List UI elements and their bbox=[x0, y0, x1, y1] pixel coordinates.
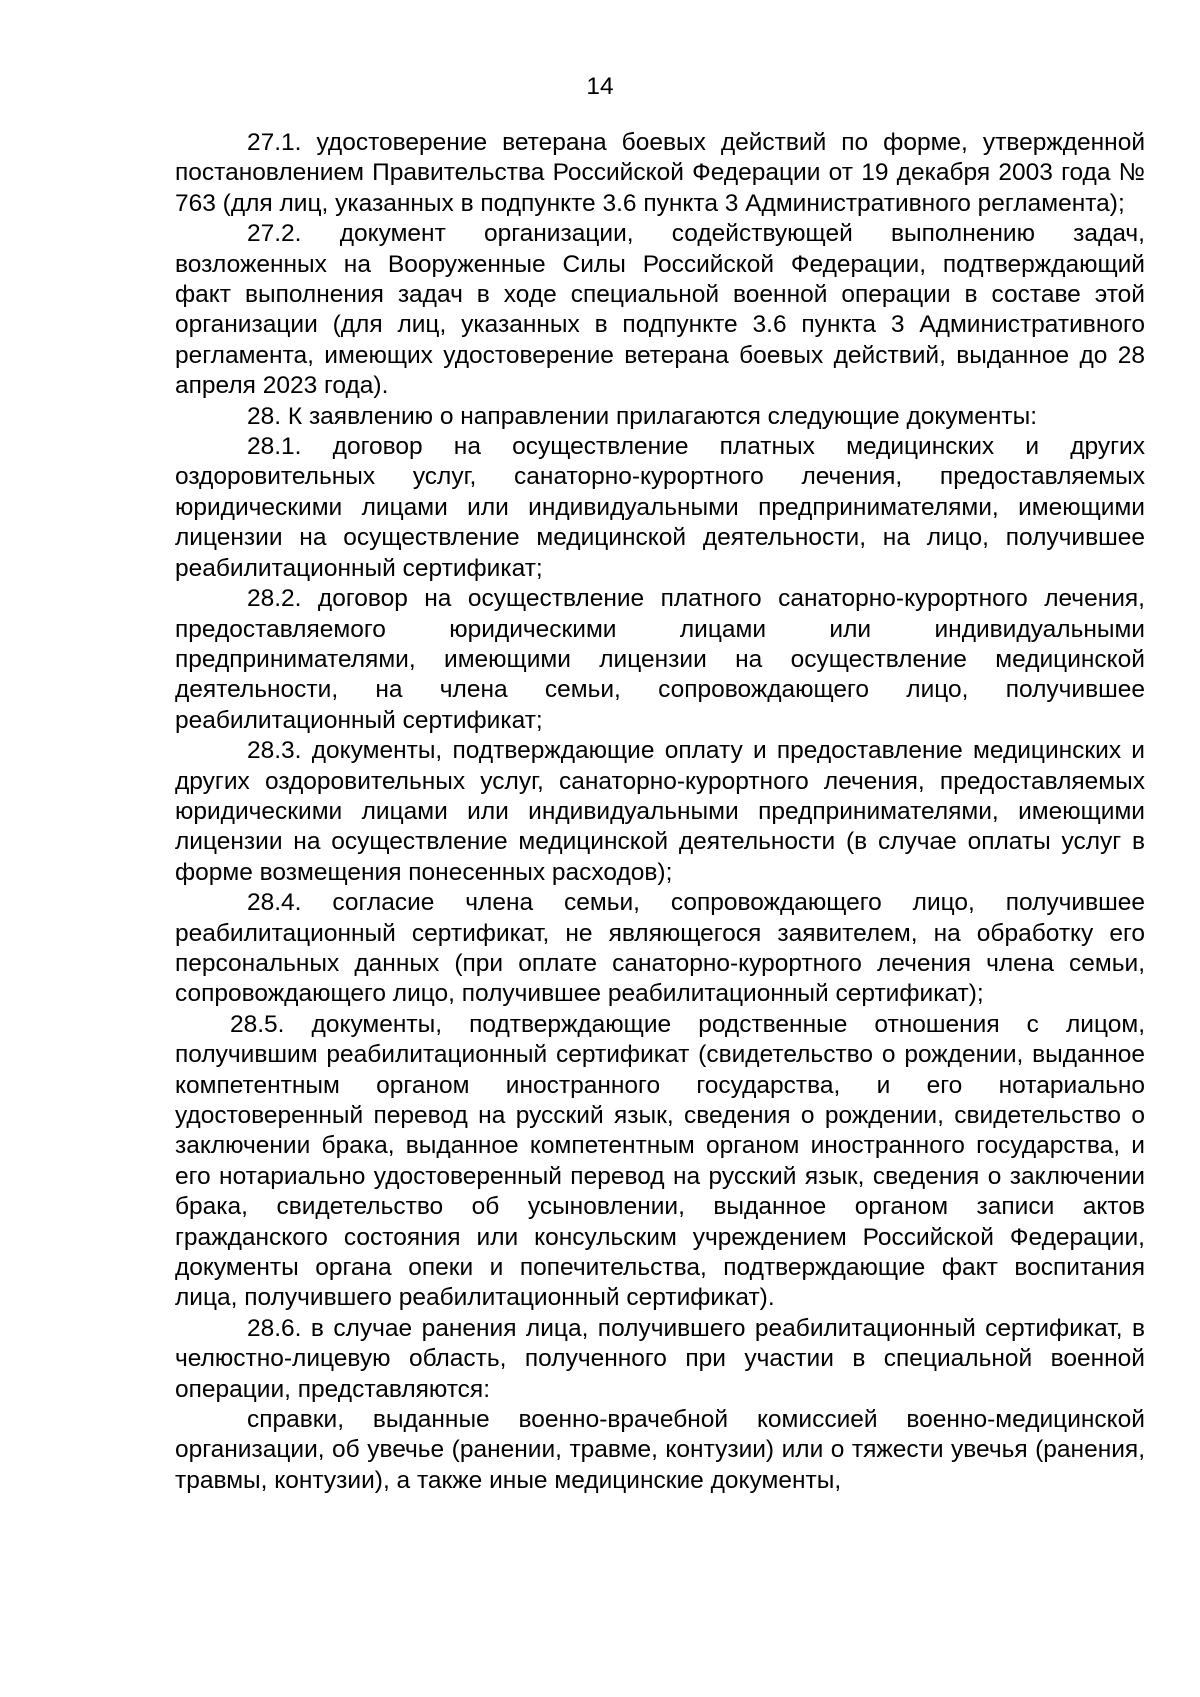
paragraph-27-2: 27.2. документ организации, содействующей выполнению задач, возложенных на Вооруженные Силы Российской Федерации, подтверждающий факт выполнения задач в ходе специальной военной операции в составе этой организации (для лиц, указанных в подпункте 3.6 пункта 3 Административного регламента, имеющих удостоверение ветерана боевых действий, выданное до 28 апреля 2023 года). bbox=[175, 220, 1145, 400]
paragraph-27-1: 27.1. удостоверение ветерана боевых действий по форме, утвержденной постановлением Правительства Российской Федерации от 19 декабря 2003 года № 763 (для лиц, указанных в подпункте 3.6 пункта 3 Административного регламента); bbox=[175, 129, 1145, 217]
paragraph-certificates: справки, выданные военно-врачебной комиссией военно-медицинской организации, об увечье (ранении, травме, контузии) или о тяжести увечья (ранения, травмы, контузии), а также иные медицинские документы, bbox=[175, 1406, 1145, 1494]
paragraph-28: 28. К заявлению о направлении прилагаются следующие документы: bbox=[247, 402, 1038, 430]
paragraph-28-4: 28.4. согласие члена семьи, сопровождающего лицо, получившее реабилитационный сертификат, не являющегося заявителем, на обработку его персональных данных (при оплате санаторно-курортного лечения члена семьи, сопровождающего лицо, получившее реабилитационный сертификат); bbox=[175, 889, 1145, 1008]
paragraph-28-6: 28.6. в случае ранения лица, получившего реабилитационный сертификат, в челюстно-лицевую область, полученного при участии в специальной военной операции, представляются: bbox=[175, 1314, 1145, 1403]
document-body bbox=[175, 128, 1145, 1496]
paragraph-28-2: 28.2. договор на осуществление платного санаторно-курортного лечения, предоставляемого юридическими лицами или индивидуальными предпринимателями, имеющими лицензии на осуществление медицинской деятельности, на члена семьи, сопровождающего лицо, получившее реабилитационный сертификат; bbox=[175, 585, 1145, 734]
paragraph-28-1: 28.1. договор на осуществление платных медицинских и других оздоровительных услуг, санаторно-курортного лечения, предоставляемых юридическими лицами или индивидуальными предпринимателями, имеющими лицензии на осуществление медицинской деятельности, на лицо, получившее реабилитационный сертификат; bbox=[175, 433, 1145, 582]
paragraph-28-5: 28.5. документы, подтверждающие родственные отношения с лицом, получившим реабилитационный сертификат (свидетельство о рождении, выданное компетентным органом иностранного государства, и его нотариально удостоверенный перевод на русский язык, сведения о рождении, свидетельство о заключении брака, выданное компетентным органом иностранного государства, и его нотариально удостоверенный перевод на русский язык, сведения о заключении брака, свидетельство об усыновлении, выданное органом записи актов гражданского состояния или консульским учреждением Российской Федерации, документы органа опеки и попечительства, подтверждающие факт воспитания лица, получившего реабилитационный сертификат). bbox=[175, 1010, 1145, 1312]
page-number: 14 bbox=[586, 73, 614, 100]
paragraph-28-3: 28.3. документы, подтверждающие оплату и предоставление медицинских и других оздоровительных услуг, санаторно-курортного лечения, предоставляемых юридическими лицами или индивидуальными предпринимателями, имеющими лицензии на осуществление медицинской деятельности (в случае оплаты услуг в форме возмещения понесенных расходов); bbox=[175, 737, 1145, 886]
